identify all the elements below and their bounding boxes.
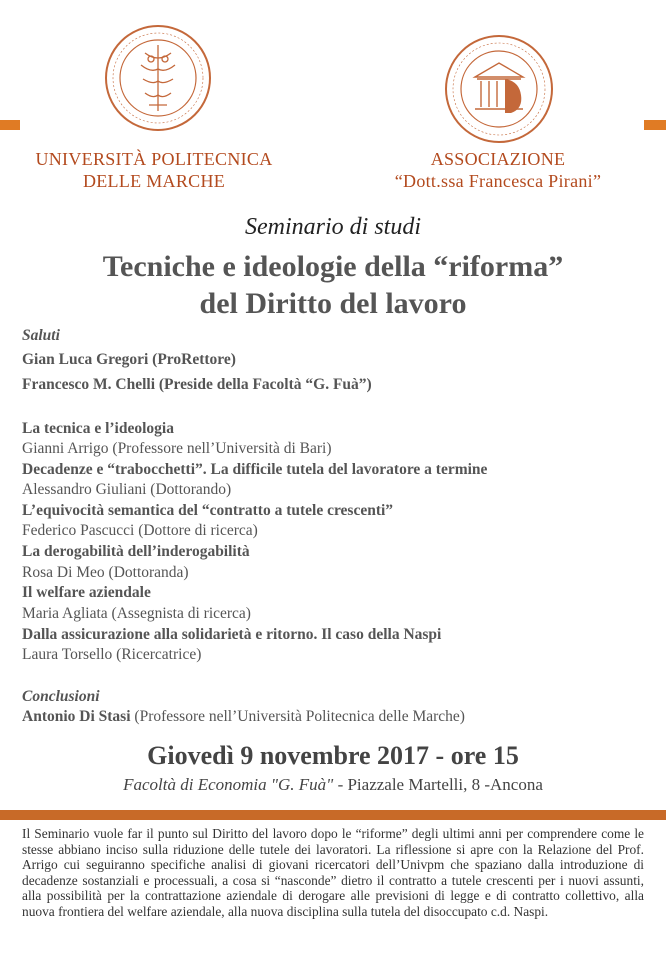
left-accent-bar (0, 120, 20, 130)
event-venue (0, 775, 666, 795)
conclusions-name: Antonio Di Stasi (22, 708, 131, 725)
event-date: Giovedì 9 novembre 2017 - ore 15 (147, 741, 519, 770)
university-seal-icon (103, 23, 213, 133)
seminar-subtitle: Seminario di studi (244, 214, 421, 240)
seminar-title (0, 248, 666, 322)
talk-title-2: Decadenze e “trabocchetti”. La difficile tutela del lavoratore a termine (22, 461, 488, 478)
greeting-prorector: Gian Luca Gregori (ProRettore) (22, 351, 236, 368)
conclusions-role: (Professore nell’Università Politecnica delle Marche) (130, 708, 465, 725)
seminar-title-line-1: Tecniche e ideologie della “riforma” (102, 250, 564, 283)
conclusions-heading: Conclusioni (22, 688, 100, 705)
talk-title-1: La tecnica e l’ideologia (22, 420, 174, 437)
venue-faculty: Facoltà di Economia "G. Fuà" (123, 775, 334, 794)
talk-title-4: La derogabilità dell’inderogabilità (22, 543, 250, 560)
venue-address: - Piazzale Martelli, 8 -Ancona (333, 775, 543, 794)
seminar-abstract: Il Seminario vuole far il punto sul Diritto del lavoro dopo le “riforme” degli ultimi anni per comprendere come le stesse abbiano inciso sulla riduzione delle tutele dei lavoratori. La riflessione si apre con la Relazione del Prof. Arrigo cui seguiranno specifiche analisi di giovani ricercatori dell’Univpm che spaziano dalla introduzione di decadenze sostanziali e processuali, a cosa si “nasconde” dietro il contratto a tutele crescenti per i nuovi assunti, alla possibilità per la contrattazione aziendale di derogare alle previsioni di legge e di contratto collettivo, alla nuova frontiera del welfare aziendale, alla nuova disciplina sulla tutela del disoccupato c.d. Naspi. (22, 826, 644, 919)
talk-speaker-4: Rosa Di Meo (Dottoranda) (22, 564, 189, 581)
talk-title-3: L’equivocità semantica del “contratto a tutele crescenti” (22, 502, 394, 519)
greeting-dean: Francesco M. Chelli (Preside della Facoltà “G. Fuà”) (22, 376, 372, 393)
talk-title-5: Il welfare aziendale (22, 584, 151, 601)
talk-speaker-1: Gianni Arrigo (Professore nell’Università di Bari) (22, 440, 332, 457)
university-name (28, 148, 280, 192)
divider-bar (0, 810, 666, 820)
university-name-line-2: DELLE MARCHE (82, 171, 226, 191)
talk-title-6: Dalla assicurazione alla solidarietà e ritorno. Il caso della Naspi (22, 626, 442, 643)
association-name (368, 148, 628, 192)
association-seal-icon (443, 33, 555, 145)
seminar-title-line-2: del Diritto del lavoro (199, 287, 467, 320)
greetings-heading: Saluti (22, 327, 60, 344)
university-name-line-1: UNIVERSITÀ POLITECNICA (35, 149, 273, 169)
talk-speaker-6: Laura Torsello (Ricercatrice) (22, 646, 202, 663)
talk-speaker-3: Federico Pascucci (Dottore di ricerca) (22, 522, 258, 539)
talk-speaker-2: Alessandro Giuliani (Dottorando) (22, 481, 232, 498)
association-name-line-1: ASSOCIAZIONE (430, 149, 566, 169)
conclusions-speaker (22, 708, 465, 726)
talk-speaker-5: Maria Agliata (Assegnista di ricerca) (22, 605, 251, 622)
right-accent-bar (644, 120, 666, 130)
association-name-line-2: “Dott.ssa Francesca Pirani” (394, 171, 602, 191)
